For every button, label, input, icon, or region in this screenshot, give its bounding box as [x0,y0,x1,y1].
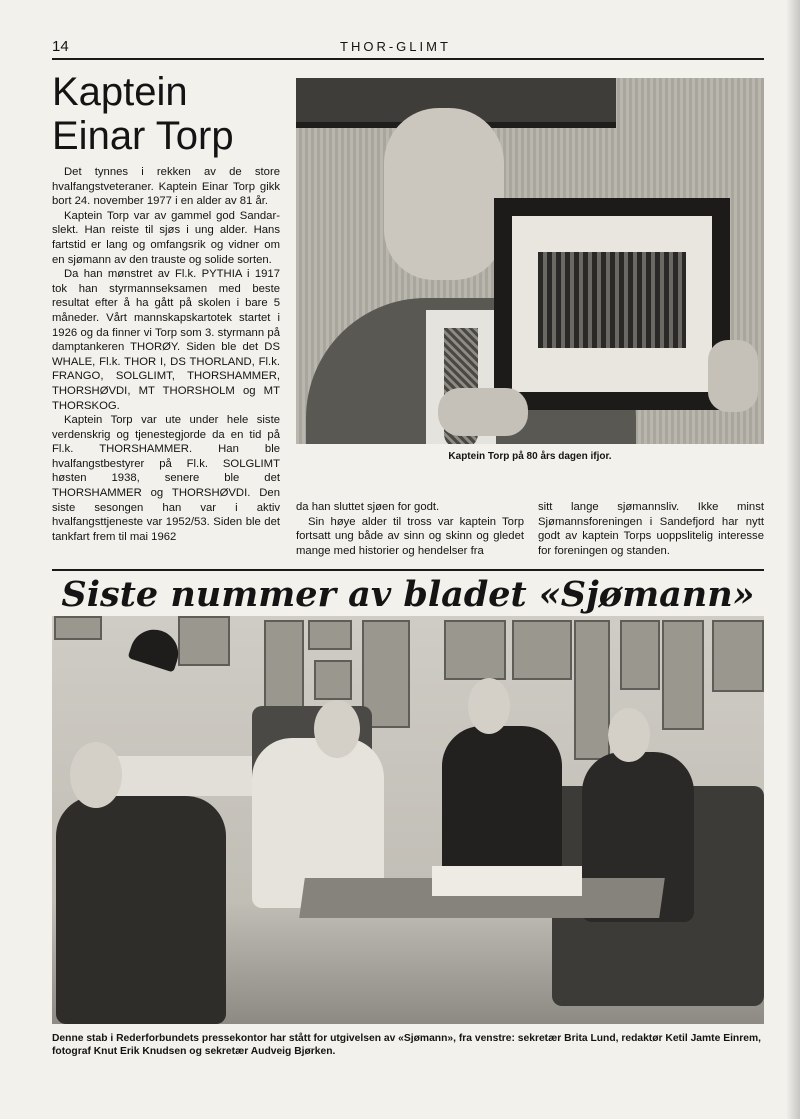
magazine-title: THOR-GLIMT [340,39,451,54]
face [70,742,122,808]
wall-picture [54,616,102,640]
portrait-photo [296,78,764,444]
paragraph: Det tynnes i rekken av de store hvalfangstveteraner. Kaptein Einar Torp gikk bort 24. november 1977 i en alder av 81 år. [52,166,280,208]
section-headline: Siste nummer av bladet «Sjømann» [61,574,755,615]
hand [708,340,758,412]
group-photo-in-frame [538,252,686,348]
wall-clipping [512,620,572,680]
hand [438,388,528,436]
wall-clipping [444,620,506,680]
article-column-right [538,500,764,558]
paragraph: Sin høye alder til tross var kaptein Torp fortsatt ung både av sinn og skinn og gledet mange med historier og hendelser fra [296,515,524,557]
face [608,708,650,762]
wall-clipping [662,620,704,730]
paragraph: Kaptein Torp var ute under hele siste verdenskrig og tjenestegjorde da en tid på Fl.k. THORSHAMMER. Han ble hvalfangstbestyrer på Fl.k. SOLGLIMT høsten 1938, senere ble det THORSHAMMER og THORSHØVDI. Den siste sesongen han var i aktiv hvalfangsttjeneste var 1952/53. Siden ble det tankfart frem til mai 1962 [52,414,280,543]
title-line-2: Einar Torp [52,114,234,158]
paragraph: sitt lange sjømannsliv. Ikke minst Sjømannsforeningen i Sandefjord har nytt godt av kaptein Torps uoppslitelig interesse for foreningen og standen. [538,501,764,557]
wall-clipping [712,620,764,692]
wall-picture [178,616,230,666]
man-head [384,108,504,280]
photo-caption: Denne stab i Rederforbundets pressekontor har stått for utgivelsen av «Sjømann», fra venstre: sekretær Brita Lund, redaktør Ketil Jamte Einrem, fotograf Knut Erik Knudsen og sekretær Audveig Bjørken. [52,1033,761,1057]
section-rule [52,569,764,571]
face [468,678,510,734]
wall-clipping [574,620,610,760]
paragraph: Da han mønstret av Fl.k. PYTHIA i 1917 tok han styrmannseksamen med beste resultat efter å ha gått på skolen i bare 5 måneder. Vårt mannskapskartotek startet i 1926 og da finner vi Torp som 3. styrmann på damptankeren THORØY. Siden ble det DS WHALE, Fl.k. THOR I, DS THORLAND, Fl.k. FRANGO, SOLGLIMT, THORSHAMMER, THORSHØVDI, MT THORSHOLM og MT THORSKOG. [52,268,280,412]
article-column-left [52,165,280,544]
face [314,700,360,758]
staff-photo [52,616,764,1024]
paragraph: da han sluttet sjøen for godt. [296,501,440,513]
title-line-1: Kaptein [52,70,188,114]
paragraph: Kaptein Torp var av gammel god Sandar-slekt. Han reiste til sjøs i ung alder. Hans fartstid er lang og omfangsrik og vidner om en sjømann av den trauste og solide sorten. [52,209,280,266]
article-column-middle [296,500,524,558]
person-1 [56,796,226,1024]
wall-clipping [308,620,352,650]
page-number: 14 [52,38,69,55]
binding-shadow [786,0,800,1119]
wall-clipping [264,620,304,710]
newspapers [432,866,582,896]
wall-clipping [620,620,660,690]
header-rule [52,58,764,60]
article-title [52,70,292,158]
photo-caption: Kaptein Torp på 80 års dagen ifjor. [448,451,612,462]
wall-clipping [314,660,352,700]
